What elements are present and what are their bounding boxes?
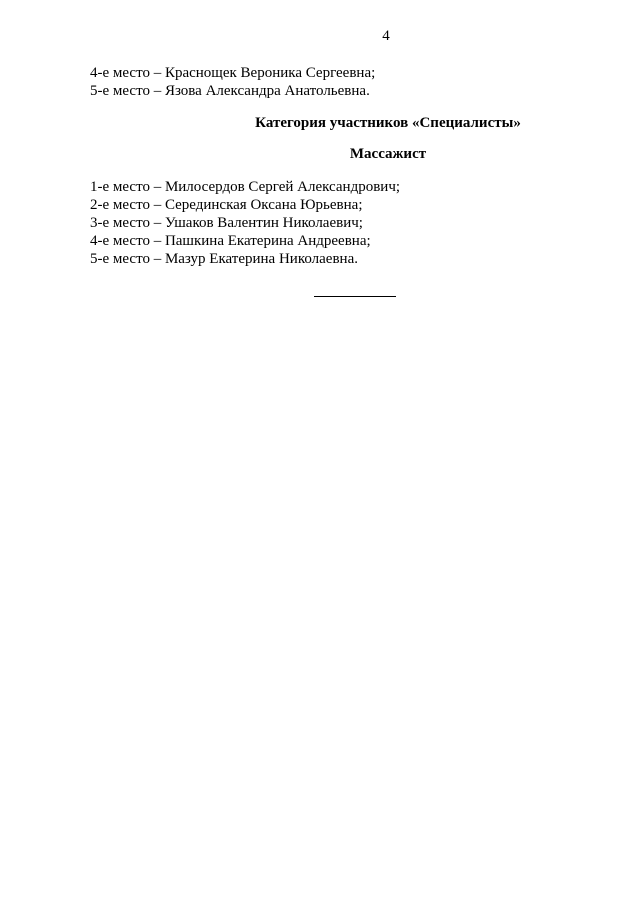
end-divider bbox=[314, 296, 396, 297]
list-item: 4-е место – Пашкина Екатерина Андреевна; bbox=[90, 233, 371, 249]
list-item: 2-е место – Серединская Оксана Юрьевна; bbox=[90, 197, 363, 213]
list-item: 3-е место – Ушаков Валентин Николаевич; bbox=[90, 215, 363, 231]
list-item: 4-е место – Краснощек Вероника Сергеевна; bbox=[90, 65, 376, 81]
list-item: 5-е место – Мазур Екатерина Николаевна. bbox=[90, 251, 358, 267]
category-heading: Категория участников «Специалисты» bbox=[255, 115, 521, 131]
places-list-massage-therapist bbox=[90, 178, 400, 268]
places-list-previous bbox=[90, 64, 375, 100]
list-item: 1-е место – Милосердов Сергей Александрович; bbox=[90, 179, 401, 195]
position-heading: Массажист bbox=[349, 146, 427, 162]
page-number: 4 bbox=[382, 28, 390, 44]
list-item: 5-е место – Язова Александра Анатольевна. bbox=[90, 83, 370, 99]
